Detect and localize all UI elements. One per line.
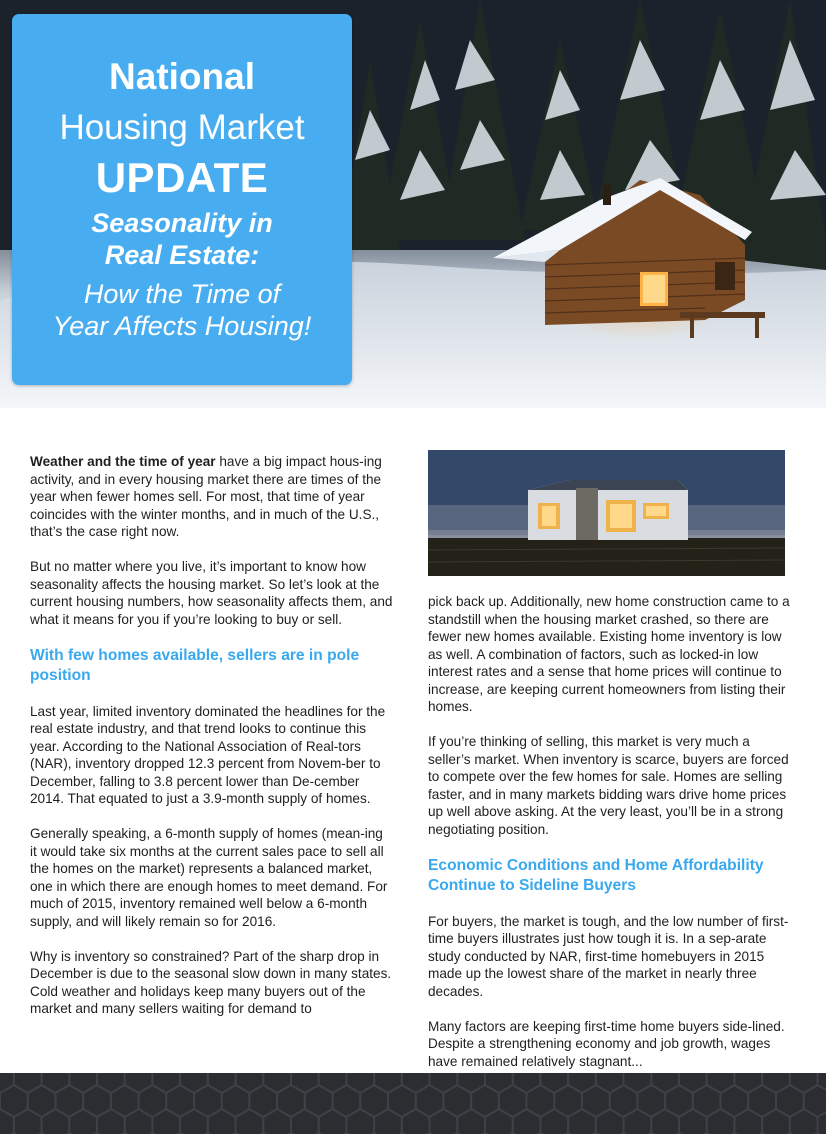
hexagon-shape xyxy=(14,1073,42,1093)
hexagon-shape xyxy=(790,1109,818,1134)
hexagon-shape xyxy=(790,1073,818,1093)
hexagon-shape xyxy=(374,1109,402,1134)
paragraph-4: Generally speaking, a 6-month supply of homes (mean-ing it would take six months at the current sales pace to sell all the homes on the market) represents a balanced market, one in which there are enough homes to meet demand. For much of 2015, inventory remained well below a 6-month supply, and will likely remain so for 2016. xyxy=(30,826,388,929)
hexagon-shape xyxy=(513,1109,541,1134)
hexagon-shape xyxy=(762,1109,790,1134)
title-box xyxy=(12,14,352,385)
paragraph-5-continued: pick back up. Additionally, new home construction came to a standstill when the housing market crashed, so there are fewer new homes available. Existing home inventory is low as well. A combination of factors, such as locked-in low interest rates and a sense that home prices will continue to increase, are keeping current homeowners from listing their homes. xyxy=(428,594,790,714)
heading-sellers-pole-position: With few homes available, sellers are in pole position xyxy=(30,646,360,684)
paragraph-8: Many factors are keeping first-time home buyers side-lined. Despite a strengthening economy and job growth, wages have remained relatively stagnant... xyxy=(428,1018,785,1069)
hexagon-shape xyxy=(69,1073,97,1093)
hexagon-shape xyxy=(402,1109,430,1134)
hexagon-shape xyxy=(291,1109,319,1134)
hexagon-shape xyxy=(14,1109,42,1134)
footer-hex-pattern xyxy=(0,1073,826,1134)
hexagon-shape xyxy=(485,1109,513,1134)
hexagon-shape xyxy=(540,1109,568,1134)
paragraph-2: But no matter where you live, it’s important to know how seasonality affects the housing market. So let’s look at the current housing numbers, how seasonality affects them, and what it means for you if you’re looking to buy or sell. xyxy=(30,559,393,627)
subtitle-line-3: How the Time of xyxy=(83,279,281,309)
intro-lead: Weather and the time of year xyxy=(30,454,216,469)
article-right-column xyxy=(428,593,790,1070)
paragraph-3: Last year, limited inventory dominated the headlines for the real estate industry, and that trend looks to continue this year. According to the National Association of Real-tors (NAR), inventory dropped 12.3 percent from Novem-ber to December, falling to 3.8 percent lower than De-cember 2014. That equated to just a 3.9-month supply of homes. xyxy=(30,703,386,806)
hexagon-shape xyxy=(707,1109,735,1134)
modern-house-photo xyxy=(428,450,785,576)
hexagon-shape xyxy=(180,1109,208,1134)
hexagon-shape xyxy=(651,1073,679,1093)
hexagon-shape xyxy=(540,1073,568,1093)
subtitle-line-2: Real Estate: xyxy=(104,240,260,270)
subtitle-seasonality xyxy=(12,207,352,271)
paragraph-7: For buyers, the market is tough, and the low number of first-time buyers illustrates just how tough it is. In a sep-arate study conducted by NAR, first-time homebuyers in 2015 made up the lowest share of the market in nearly three decades. xyxy=(428,913,789,999)
hexagon-shape xyxy=(236,1073,264,1093)
title-update: UPDATE xyxy=(95,154,269,201)
hexagon-shape xyxy=(263,1073,291,1093)
hexagon-shape xyxy=(69,1109,97,1134)
heading-economic-conditions: Economic Conditions and Home Affordability Continue to Sideline Buyers xyxy=(428,856,764,894)
hexagon-shape xyxy=(804,1085,826,1117)
hero-banner xyxy=(0,0,826,408)
title-national: National xyxy=(109,56,255,97)
hexagon-shape xyxy=(568,1073,596,1093)
hexagon-shape xyxy=(97,1109,125,1134)
hexagon-shape xyxy=(734,1073,762,1093)
intro-rest: have a big impact hous-ing activity, and in every housing market there are times of the year when fewer homes sell. For most, that time of year coincides with the winter months, and in much of the U.S., that’s the case right now. xyxy=(30,454,382,539)
hexagon-shape xyxy=(457,1073,485,1093)
hexagon-shape xyxy=(263,1109,291,1134)
hexagon-shape xyxy=(125,1073,153,1093)
hexagon-pattern xyxy=(0,1073,826,1134)
hexagon-shape xyxy=(596,1109,624,1134)
hexagon-shape xyxy=(208,1073,236,1093)
hexagon-shape xyxy=(762,1073,790,1093)
subtitle-line-4: Year Affects Housing! xyxy=(52,311,312,341)
paragraph-6: If you’re thinking of selling, this market is very much a seller’s market. When inventory is scarce, buyers are forced to compete over the few homes for sale. Homes are selling faster, and in many markets bidding wars drive home prices up well above asking. At the very least, you’ll be in a strong negotiating position. xyxy=(428,734,789,837)
hexagon-shape xyxy=(346,1109,374,1134)
hexagon-shape xyxy=(402,1073,430,1093)
hexagon-shape xyxy=(291,1073,319,1093)
title-housing-market: Housing Market xyxy=(59,108,305,147)
paragraph-5: Why is inventory so constrained? Part of the sharp drop in December is due to the seasonal slow down in many states. Cold weather and holidays keep many buyers out of the market and many sellers waiting for demand to xyxy=(30,948,392,1016)
hexagon-shape xyxy=(707,1073,735,1093)
hexagon-shape xyxy=(346,1073,374,1093)
subtitle-line-1: Seasonality in xyxy=(91,208,273,238)
hexagon-shape xyxy=(679,1109,707,1134)
hexagon-shape xyxy=(734,1109,762,1134)
hexagon-shape xyxy=(208,1109,236,1134)
hexagon-shape xyxy=(180,1073,208,1093)
hexagon-shape xyxy=(319,1073,347,1093)
hexagon-shape xyxy=(152,1073,180,1093)
hexagon-shape xyxy=(0,1109,14,1134)
hexagon-shape xyxy=(42,1073,70,1093)
hexagon-shape xyxy=(430,1073,458,1093)
subtitle-time-of-year xyxy=(12,278,352,342)
hexagon-shape xyxy=(651,1109,679,1134)
hexagon-shape xyxy=(596,1073,624,1093)
hexagon-shape xyxy=(679,1073,707,1093)
hexagon-shape xyxy=(485,1073,513,1093)
hexagon-shape xyxy=(624,1109,652,1134)
hexagon-shape xyxy=(125,1109,153,1134)
article-left-column xyxy=(30,453,393,1018)
hexagon-shape xyxy=(624,1073,652,1093)
hexagon-shape xyxy=(152,1109,180,1134)
hexagon-shape xyxy=(97,1073,125,1093)
hexagon-shape xyxy=(42,1109,70,1134)
house-at-dusk-image xyxy=(428,450,785,576)
intro-paragraph xyxy=(30,453,393,541)
hexagon-shape xyxy=(374,1073,402,1093)
hexagon-shape xyxy=(568,1109,596,1134)
hexagon-shape xyxy=(430,1109,458,1134)
hexagon-shape xyxy=(457,1109,485,1134)
hexagon-shape xyxy=(319,1109,347,1134)
hexagon-shape xyxy=(513,1073,541,1093)
hexagon-shape xyxy=(236,1109,264,1134)
